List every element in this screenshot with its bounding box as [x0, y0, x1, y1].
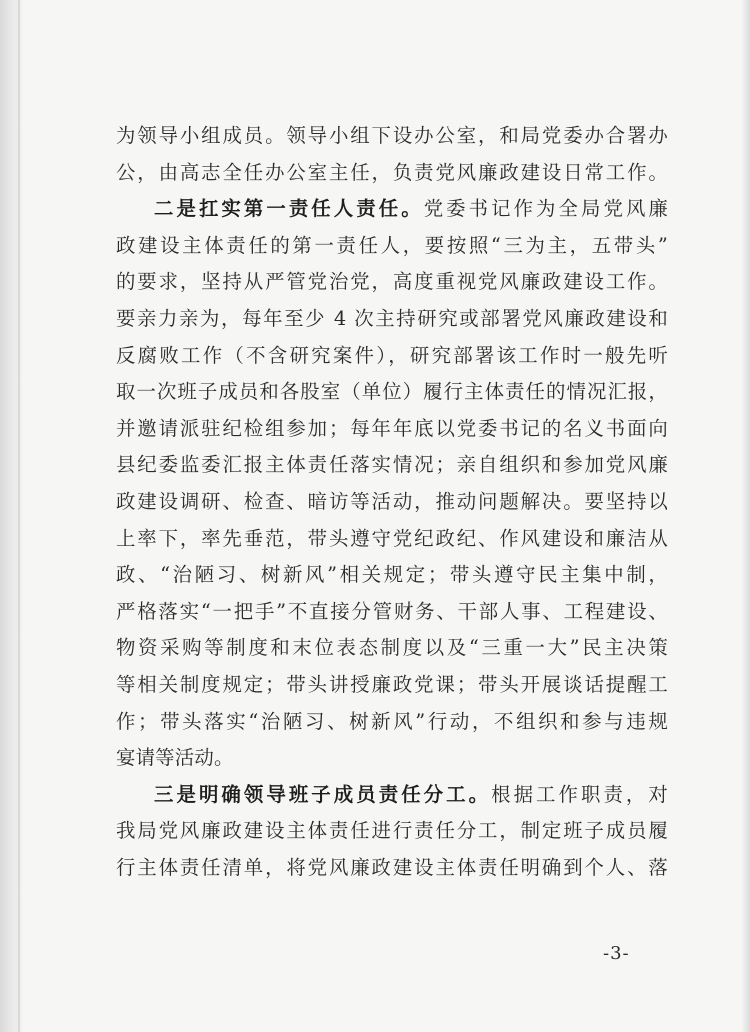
line-text: 公，由高志全任办公室主任，负责党风廉政建设日常工作。	[116, 160, 668, 184]
text-line	[116, 155, 668, 192]
line-text: 严格落实“一把手”不直接分管财务、干部人事、工程建设、	[116, 599, 668, 623]
text-line	[116, 484, 668, 521]
text-line	[116, 264, 668, 301]
text-line	[116, 850, 668, 887]
line-text: 政建设调研、检查、暗访等活动，推动问题解决。要坚持以	[116, 489, 668, 513]
line-text: 反腐败工作（不含研究案件），研究部署该工作时一般先听	[116, 343, 668, 367]
scan-binding-shadow	[18, 0, 20, 1032]
text-line	[116, 447, 668, 484]
line-text: 物资采购等制度和末位表态制度以及“三重一大”民主决策	[116, 636, 668, 660]
paragraph-heading-line	[116, 191, 668, 228]
line-text: 作；带头落实“治陋习、树新风”行动，不组织和参与违规	[116, 709, 668, 733]
page-number: -3-	[603, 943, 630, 964]
line-text: 宴请等活动。	[116, 746, 234, 770]
text-line	[116, 374, 668, 411]
text-line	[116, 228, 668, 265]
line-text: 要亲力亲为，每年至少 4 次主持研究或部署党风廉政建设和	[116, 306, 668, 330]
line-text: 等相关制度规定；带头讲授廉政党课；带头开展谈话提醒工	[116, 672, 668, 696]
line-text: 政建设主体责任的第一责任人，要按照“三为主，五带头”	[116, 233, 668, 257]
line-text: 我局党风廉政建设主体责任进行责任分工，制定班子成员履	[116, 819, 668, 843]
document-body	[116, 118, 668, 886]
text-line	[116, 704, 668, 741]
text-line	[116, 338, 668, 375]
line-text: 党委书记作为全局党风廉	[423, 197, 669, 221]
bold-lead-phrase: 三是明确领导班子成员责任分工。	[154, 782, 492, 806]
bold-lead-phrase: 二是扛实第一责任人责任。	[154, 197, 424, 221]
line-text: 上率下，率先垂范，带头遵守党纪政纪、作风建设和廉洁从	[116, 526, 668, 550]
text-line	[116, 813, 668, 850]
text-line	[116, 411, 668, 448]
text-line	[116, 557, 668, 594]
line-text: 并邀请派驻纪检组参加；每年年底以党委书记的名义书面向	[116, 416, 668, 440]
line-text: 根据工作职责，对	[491, 782, 668, 806]
text-line	[116, 118, 668, 155]
line-text: 行主体责任清单，将党风廉政建设主体责任明确到个人、落	[116, 855, 668, 879]
line-text: 县纪委监委汇报主体责任落实情况；亲自组织和参加党风廉	[116, 453, 668, 477]
text-line	[116, 667, 668, 704]
text-line	[116, 630, 668, 667]
scan-right-edge	[742, 0, 750, 1032]
line-text: 的要求，坚持从严管党治党，高度重视党风廉政建设工作。	[116, 270, 668, 294]
text-line	[116, 594, 668, 631]
line-text: 政、“治陋习、树新风”相关规定；带头遵守民主集中制，	[116, 563, 668, 587]
text-line	[116, 301, 668, 338]
line-text: 为领导小组成员。领导小组下设办公室，和局党委办合署办	[116, 124, 668, 147]
line-text: 取一次班子成员和各股室（单位）履行主体责任的情况汇报，	[116, 380, 668, 404]
text-line	[116, 521, 668, 558]
paragraph-heading-line	[116, 777, 668, 814]
text-line	[116, 740, 668, 777]
